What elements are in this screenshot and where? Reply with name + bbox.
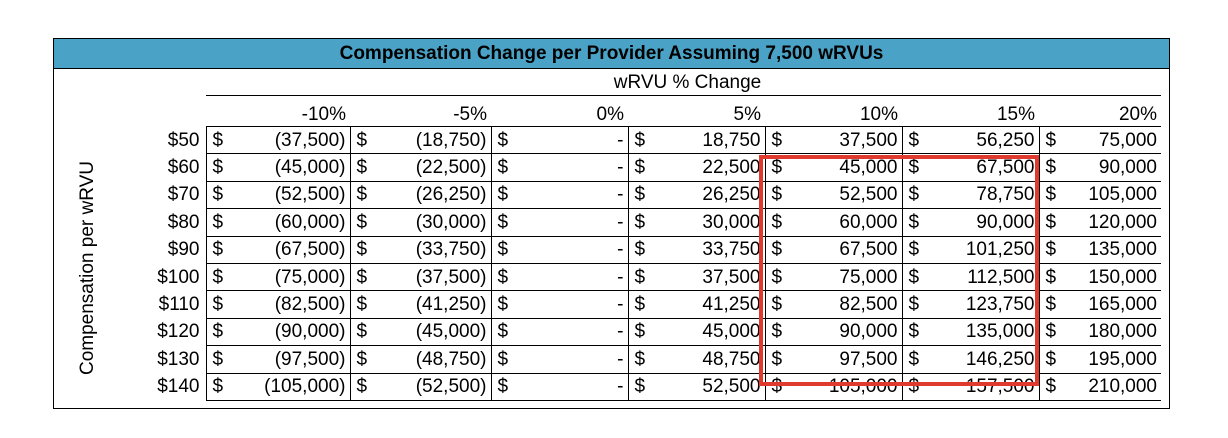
amount-cell: 195,000	[1069, 346, 1161, 373]
currency-symbol: $	[1039, 127, 1069, 154]
table-row	[122, 346, 1161, 373]
amount-cell: 90,000	[932, 209, 1039, 236]
amount-cell: 41,250	[658, 291, 765, 318]
amount-cell: 135,000	[932, 318, 1039, 345]
currency-symbol: $	[1039, 318, 1069, 345]
currency-symbol: $	[206, 154, 236, 181]
amount-cell: (82,500)	[236, 291, 350, 318]
table-row	[122, 236, 1161, 263]
amount-cell: 97,500	[795, 346, 902, 373]
table-row	[122, 291, 1161, 318]
amount-cell: (48,750)	[380, 346, 491, 373]
amount-cell: 90,000	[1069, 154, 1161, 181]
amount-cell: 37,500	[795, 127, 902, 154]
amount-cell: -	[521, 127, 628, 154]
amount-cell: 52,500	[658, 373, 765, 400]
amount-cell: 120,000	[1069, 209, 1161, 236]
currency-symbol: $	[628, 318, 658, 345]
currency-symbol: $	[628, 346, 658, 373]
amount-cell: 105,000	[795, 373, 902, 400]
currency-symbol: $	[765, 236, 795, 263]
amount-cell: (45,000)	[380, 318, 491, 345]
amount-cell: (52,500)	[236, 181, 350, 208]
currency-symbol: $	[902, 127, 932, 154]
currency-symbol: $	[206, 209, 236, 236]
amount-cell: (37,500)	[380, 263, 491, 290]
amount-cell: 78,750	[932, 181, 1039, 208]
amount-cell: 22,500	[658, 154, 765, 181]
currency-symbol: $	[1039, 154, 1069, 181]
amount-cell: 112,500	[932, 263, 1039, 290]
amount-cell: (33,750)	[380, 236, 491, 263]
currency-symbol: $	[628, 154, 658, 181]
currency-symbol: $	[902, 318, 932, 345]
amount-cell: (52,500)	[380, 373, 491, 400]
amount-cell: (60,000)	[236, 209, 350, 236]
amount-cell: 123,750	[932, 291, 1039, 318]
currency-symbol: $	[206, 263, 236, 290]
pct-change-label: 10%	[765, 96, 902, 127]
currency-symbol: $	[206, 291, 236, 318]
row-axis-label: Compensation per wRVU	[77, 160, 98, 376]
amount-cell: 180,000	[1069, 318, 1161, 345]
rate-label: $50	[122, 127, 206, 154]
amount-cell: 210,000	[1069, 373, 1161, 400]
currency-symbol: $	[765, 209, 795, 236]
amount-cell: (90,000)	[236, 318, 350, 345]
currency-symbol: $	[1039, 263, 1069, 290]
pct-change-label: 15%	[902, 96, 1039, 127]
amount-cell: 45,000	[795, 154, 902, 181]
amount-cell: 146,250	[932, 346, 1039, 373]
currency-symbol: $	[765, 263, 795, 290]
currency-symbol: $	[902, 236, 932, 263]
amount-cell: 26,250	[658, 181, 765, 208]
amount-cell: (22,500)	[380, 154, 491, 181]
amount-cell: 52,500	[795, 181, 902, 208]
currency-symbol: $	[350, 318, 380, 345]
amount-cell: (41,250)	[380, 291, 491, 318]
currency-symbol: $	[628, 236, 658, 263]
pct-change-label: -10%	[206, 96, 350, 127]
spreadsheet-table	[53, 38, 1170, 409]
amount-cell: 18,750	[658, 127, 765, 154]
currency-symbol: $	[1039, 181, 1069, 208]
currency-symbol: $	[206, 181, 236, 208]
currency-symbol: $	[902, 209, 932, 236]
pct-change-label: 20%	[1039, 96, 1161, 127]
amount-cell: 75,000	[1069, 127, 1161, 154]
rate-label: $130	[122, 346, 206, 373]
rate-label: $70	[122, 181, 206, 208]
amount-cell: 105,000	[1069, 181, 1161, 208]
currency-symbol: $	[765, 127, 795, 154]
currency-symbol: $	[628, 209, 658, 236]
rate-label: $90	[122, 236, 206, 263]
amount-cell: 67,500	[795, 236, 902, 263]
amount-cell: -	[521, 346, 628, 373]
rate-label: $140	[122, 373, 206, 400]
table-row	[122, 181, 1161, 208]
currency-symbol: $	[1039, 373, 1069, 400]
amount-cell: (30,000)	[380, 209, 491, 236]
currency-symbol: $	[628, 263, 658, 290]
amount-cell: -	[521, 181, 628, 208]
rate-label: $100	[122, 263, 206, 290]
amount-cell: 101,250	[932, 236, 1039, 263]
currency-symbol: $	[902, 291, 932, 318]
currency-symbol: $	[350, 263, 380, 290]
amount-cell: -	[521, 236, 628, 263]
currency-symbol: $	[902, 346, 932, 373]
rate-label: $80	[122, 209, 206, 236]
amount-cell: 45,000	[658, 318, 765, 345]
amount-cell: -	[521, 263, 628, 290]
table-row	[122, 209, 1161, 236]
amount-cell: -	[521, 154, 628, 181]
currency-symbol: $	[350, 154, 380, 181]
currency-symbol: $	[491, 373, 521, 400]
currency-symbol: $	[350, 346, 380, 373]
currency-symbol: $	[350, 181, 380, 208]
currency-symbol: $	[765, 181, 795, 208]
currency-symbol: $	[628, 291, 658, 318]
currency-symbol: $	[350, 127, 380, 154]
currency-symbol: $	[206, 236, 236, 263]
table-row	[122, 318, 1161, 345]
currency-symbol: $	[1039, 291, 1069, 318]
amount-cell: -	[521, 291, 628, 318]
currency-symbol: $	[350, 373, 380, 400]
table-row	[122, 154, 1161, 181]
currency-symbol: $	[902, 181, 932, 208]
currency-symbol: $	[765, 154, 795, 181]
table-row	[122, 127, 1161, 154]
amount-cell: (26,250)	[380, 181, 491, 208]
currency-symbol: $	[206, 373, 236, 400]
amount-cell: 165,000	[1069, 291, 1161, 318]
amount-cell: -	[521, 318, 628, 345]
currency-symbol: $	[765, 373, 795, 400]
rate-label: $60	[122, 154, 206, 181]
currency-symbol: $	[491, 263, 521, 290]
amount-cell: (75,000)	[236, 263, 350, 290]
amount-cell: 30,000	[658, 209, 765, 236]
amount-cell: -	[521, 209, 628, 236]
currency-symbol: $	[1039, 209, 1069, 236]
amount-cell: (105,000)	[236, 373, 350, 400]
currency-symbol: $	[902, 154, 932, 181]
currency-symbol: $	[902, 263, 932, 290]
table-row	[122, 263, 1161, 290]
corner-cell	[122, 96, 206, 127]
currency-symbol: $	[491, 318, 521, 345]
table-title: Compensation Change per Provider Assuming 7,500 wRVUs	[54, 39, 1169, 69]
amount-cell: (67,500)	[236, 236, 350, 263]
amount-cell: (37,500)	[236, 127, 350, 154]
amount-cell: 37,500	[658, 263, 765, 290]
currency-symbol: $	[765, 346, 795, 373]
amount-cell: (97,500)	[236, 346, 350, 373]
amount-cell: 150,000	[1069, 263, 1161, 290]
currency-symbol: $	[765, 318, 795, 345]
currency-symbol: $	[628, 373, 658, 400]
currency-symbol: $	[491, 209, 521, 236]
amount-cell: 82,500	[795, 291, 902, 318]
pct-change-label: -5%	[350, 96, 491, 127]
table-row	[122, 373, 1161, 400]
currency-symbol: $	[491, 346, 521, 373]
currency-symbol: $	[765, 291, 795, 318]
amount-cell: 157,500	[932, 373, 1039, 400]
currency-symbol: $	[350, 209, 380, 236]
currency-symbol: $	[1039, 236, 1069, 263]
currency-symbol: $	[350, 291, 380, 318]
currency-symbol: $	[350, 236, 380, 263]
pct-change-label: 5%	[628, 96, 765, 127]
currency-symbol: $	[206, 346, 236, 373]
amount-cell: (18,750)	[380, 127, 491, 154]
amount-cell: 67,500	[932, 154, 1039, 181]
column-axis-header: wRVU % Change	[613, 71, 762, 93]
currency-symbol: $	[902, 373, 932, 400]
amount-cell: 56,250	[932, 127, 1039, 154]
compensation-grid	[122, 95, 1161, 401]
currency-symbol: $	[491, 181, 521, 208]
currency-symbol: $	[628, 181, 658, 208]
currency-symbol: $	[491, 291, 521, 318]
pct-change-label: 0%	[491, 96, 628, 127]
currency-symbol: $	[491, 236, 521, 263]
amount-cell: 60,000	[795, 209, 902, 236]
currency-symbol: $	[206, 127, 236, 154]
row-axis-header	[54, 127, 122, 409]
currency-symbol: $	[491, 127, 521, 154]
amount-cell: 48,750	[658, 346, 765, 373]
amount-cell: 135,000	[1069, 236, 1161, 263]
amount-cell: 33,750	[658, 236, 765, 263]
amount-cell: 90,000	[795, 318, 902, 345]
amount-cell: 75,000	[795, 263, 902, 290]
pct-change-row	[122, 96, 1161, 127]
currency-symbol: $	[1039, 346, 1069, 373]
currency-symbol: $	[628, 127, 658, 154]
amount-cell: -	[521, 373, 628, 400]
currency-symbol: $	[206, 318, 236, 345]
rate-label: $110	[122, 291, 206, 318]
rate-label: $120	[122, 318, 206, 345]
amount-cell: (45,000)	[236, 154, 350, 181]
currency-symbol: $	[491, 154, 521, 181]
